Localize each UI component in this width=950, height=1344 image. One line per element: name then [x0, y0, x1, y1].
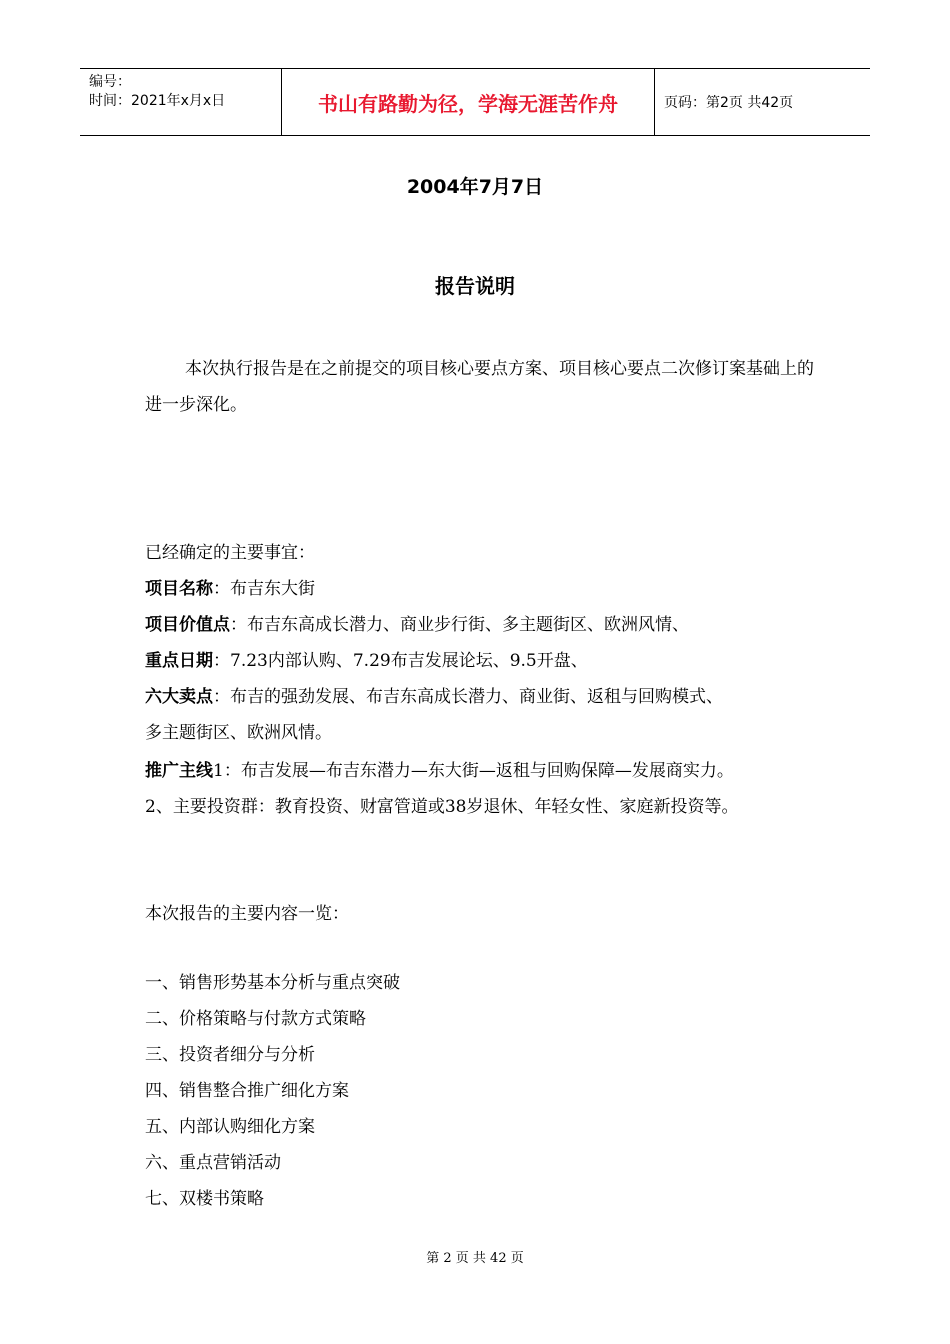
contents-heading: 本次报告的主要内容一览： [145, 904, 349, 924]
contents-item: 四、销售整合推广细化方案 [145, 1081, 349, 1101]
project-name-line [145, 574, 845, 599]
header-number: 编号： [89, 74, 131, 90]
contents-item: 七、双楼书策略 [145, 1189, 264, 1209]
project-name-value: ：布吉东大街 [213, 579, 315, 599]
contents-item: 二、价格策略与付款方式策略 [145, 1009, 366, 1029]
key-dates-line [145, 646, 845, 671]
contents-item: 一、销售形势基本分析与重点突破 [145, 973, 400, 993]
contents-item: 六、重点营销活动 [145, 1153, 281, 1173]
page-footer: 第 2 页 共 42 页 [426, 1251, 524, 1266]
project-name-label: 项目名称 [145, 579, 213, 599]
header-motto: 书山有路勤为径，学海无涯苦作舟 [282, 69, 655, 135]
confirmed-heading: 已经确定的主要事宜： [145, 543, 315, 563]
value-points-label: 项目价值点 [145, 615, 230, 635]
selling-points-value: ：布吉的强劲发展、布吉东高成长潜力、商业街、返租与回购模式、 [213, 687, 723, 707]
value-points-value: ：布吉东高成长潜力、商业步行街、多主题街区、欧洲风情、 [230, 615, 689, 635]
header-meta [80, 69, 282, 135]
investors-line: 2、主要投资群：教育投资、财富管道或38岁退休、年轻女性、家庭新投资等。 [145, 797, 739, 817]
promo-label: 推广主线 [145, 761, 213, 781]
header-table [80, 68, 870, 136]
selling-points-label: 六大卖点 [145, 687, 213, 707]
date-title: 2004年7月7日 [406, 176, 544, 198]
promo-line [145, 756, 845, 781]
promo-value: 1：布吉发展—布吉东潜力—东大街—返租与回购保障—发展商实力。 [213, 761, 734, 781]
selling-points-line [145, 682, 845, 707]
selling-points-cont: 多主题街区、欧洲风情。 [145, 723, 332, 743]
intro-paragraph: 本次执行报告是在之前提交的项目核心要点方案、项目核心要点二次修订案基础上的进一步深化。 [145, 359, 814, 415]
contents-item: 三、投资者细分与分析 [145, 1045, 315, 1065]
value-points-line [145, 610, 845, 635]
report-title: 报告说明 [435, 274, 515, 298]
header-page-info: 页码：第2页 共42页 [664, 95, 794, 111]
header-time: 时间：2021年x月x日 [89, 93, 226, 109]
contents-item: 五、内部认购细化方案 [145, 1117, 315, 1137]
key-dates-label: 重点日期 [145, 651, 213, 671]
key-dates-value: ：7.23内部认购、7.29布吉发展论坛、9.5开盘、 [213, 651, 588, 671]
